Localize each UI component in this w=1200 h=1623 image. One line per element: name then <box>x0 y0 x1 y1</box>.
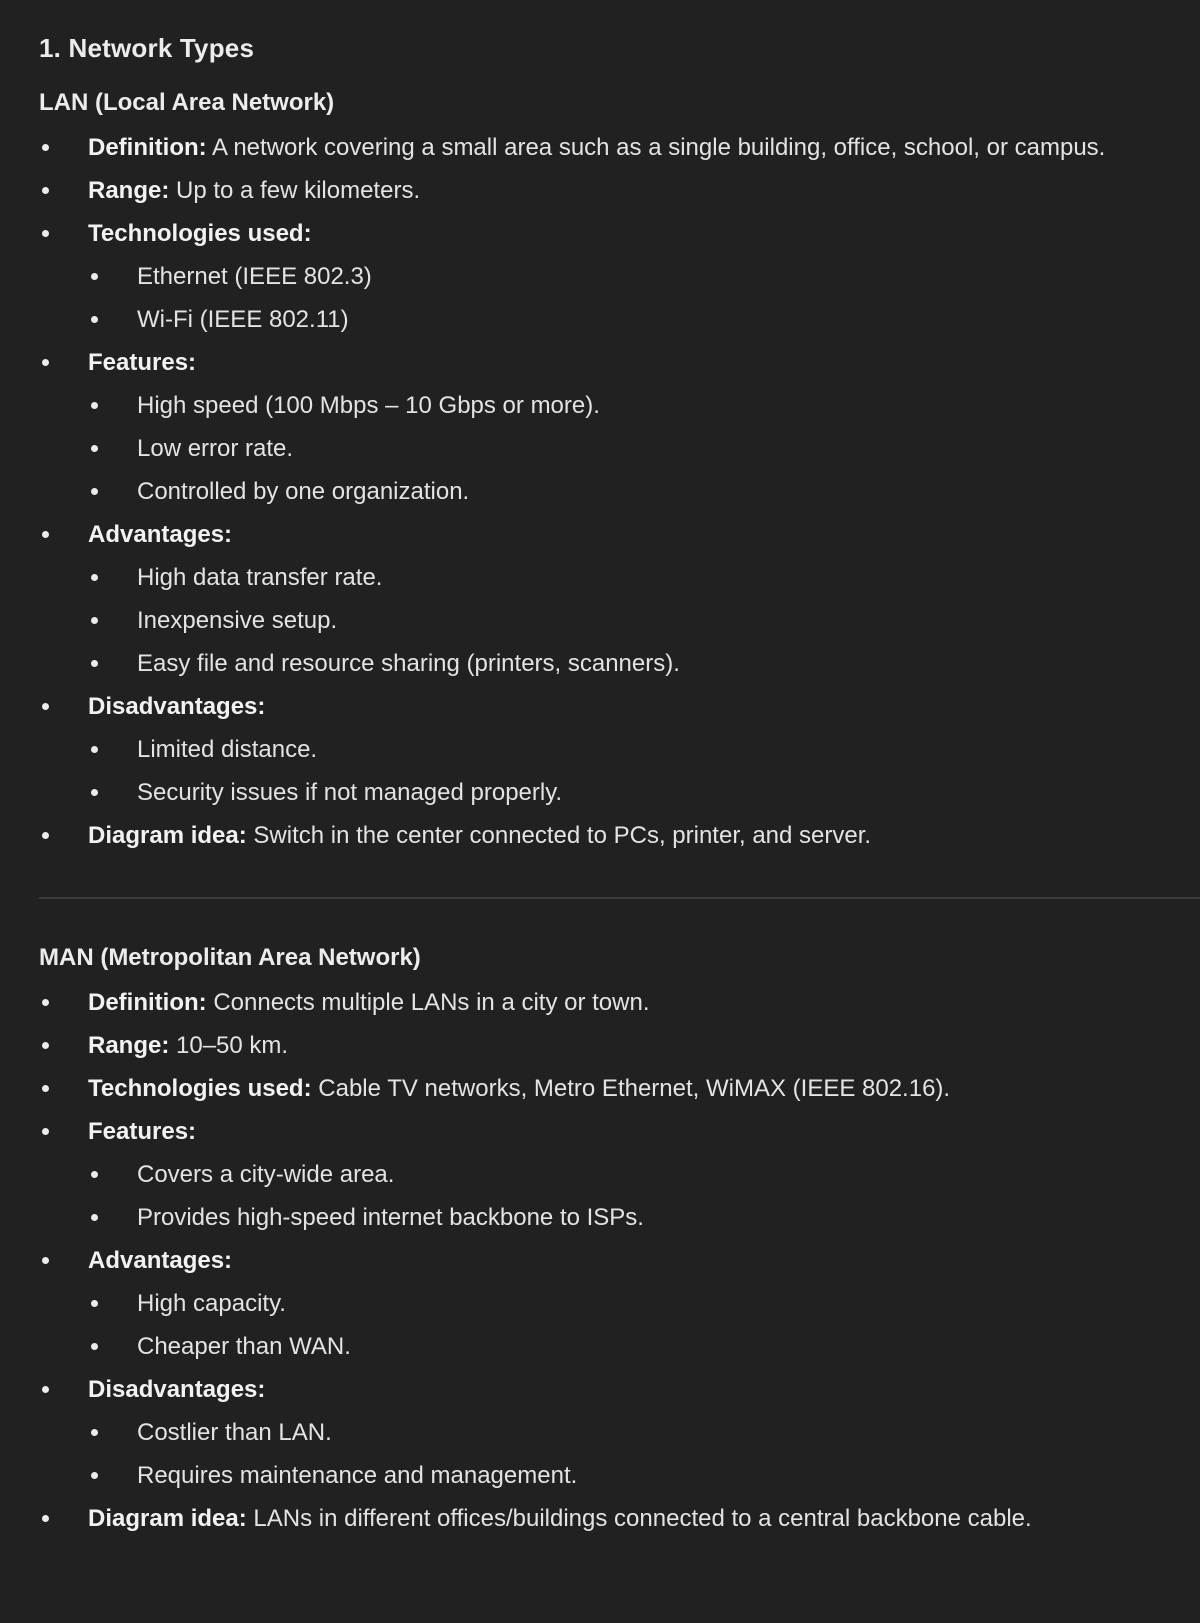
sub-item-text: Wi-Fi (IEEE 802.11) <box>137 306 349 333</box>
list-item <box>39 981 1200 1024</box>
item-text: Connects multiple LANs in a city or town. <box>213 989 650 1016</box>
sub-item-text: Limited distance. <box>137 736 318 763</box>
sub-list-item <box>88 255 1200 298</box>
bullet-icon <box>91 1429 98 1436</box>
bullet-icon <box>91 746 98 753</box>
bullet-icon <box>42 703 49 710</box>
bullet-icon <box>91 488 98 495</box>
sub-bullet-list <box>88 1411 1200 1497</box>
item-text: 10–50 km. <box>176 1032 289 1059</box>
bullet-icon <box>42 832 49 839</box>
bullet-icon <box>42 1515 49 1522</box>
sub-item-text: Requires maintenance and management. <box>137 1462 578 1489</box>
sub-list-item <box>88 1411 1200 1454</box>
item-text: A network covering a small area such as a single building, office, school, or campus. <box>211 134 1106 161</box>
sub-item-text: Costlier than LAN. <box>137 1419 332 1446</box>
item-label: Features: <box>88 1118 197 1145</box>
list-item <box>39 513 1200 685</box>
section-heading: MAN (Metropolitan Area Network) <box>39 944 421 971</box>
section-heading: LAN (Local Area Network) <box>39 89 335 116</box>
item-label: Range: <box>88 177 170 204</box>
item-text: LANs in different offices/buildings connected to a central backbone cable. <box>253 1505 1032 1532</box>
list-item <box>39 1024 1200 1067</box>
sub-list-item <box>88 298 1200 341</box>
sub-item-text: Security issues if not managed properly. <box>137 779 563 806</box>
item-text: Switch in the center connected to PCs, printer, and server. <box>253 822 872 849</box>
section-divider <box>39 897 1200 899</box>
sub-bullet-list <box>88 1282 1200 1368</box>
sub-list-item <box>88 642 1200 685</box>
sub-list-item <box>88 1196 1200 1239</box>
list-item <box>39 212 1200 341</box>
sub-list-item <box>88 1282 1200 1325</box>
list-item <box>39 169 1200 212</box>
bullet-icon <box>91 402 98 409</box>
bullet-icon <box>42 1085 49 1092</box>
list-item <box>39 814 1200 857</box>
sub-item-text: Inexpensive setup. <box>137 607 338 634</box>
bullet-icon <box>42 230 49 237</box>
item-label: Definition: <box>88 134 207 161</box>
item-label: Technologies used: <box>88 220 312 247</box>
bullet-icon <box>91 574 98 581</box>
item-label: Advantages: <box>88 1247 233 1274</box>
sub-list-item <box>88 1454 1200 1497</box>
bullet-list <box>39 981 1200 1540</box>
sub-bullet-list <box>88 384 1200 513</box>
sub-list-item <box>88 771 1200 814</box>
list-item <box>39 341 1200 513</box>
item-label: Disadvantages: <box>88 693 266 720</box>
bullet-icon <box>91 1343 98 1350</box>
sub-item-text: High data transfer rate. <box>137 564 383 591</box>
sub-list-item <box>88 427 1200 470</box>
sub-bullet-list <box>88 556 1200 685</box>
item-label: Technologies used: <box>88 1075 312 1102</box>
list-item <box>39 685 1200 814</box>
item-label: Diagram idea: <box>88 1505 247 1532</box>
sub-item-text: Ethernet (IEEE 802.3) <box>137 263 372 290</box>
bullet-icon <box>91 1472 98 1479</box>
item-label: Advantages: <box>88 521 233 548</box>
sub-list-item <box>88 1153 1200 1196</box>
bullet-icon <box>91 1171 98 1178</box>
sub-item-text: Controlled by one organization. <box>137 478 470 505</box>
list-item <box>39 1239 1200 1368</box>
sub-item-text: Easy file and resource sharing (printers, scanners). <box>137 650 680 677</box>
list-item <box>39 126 1200 169</box>
item-text: Cable TV networks, Metro Ethernet, WiMAX (IEEE 802.16). <box>318 1075 951 1102</box>
sub-list-item <box>88 556 1200 599</box>
list-item <box>39 1067 1200 1110</box>
item-label: Diagram idea: <box>88 822 247 849</box>
sub-item-text: High capacity. <box>137 1290 286 1317</box>
bullet-icon <box>91 789 98 796</box>
bullet-icon <box>42 1128 49 1135</box>
sub-list-item <box>88 384 1200 427</box>
item-label: Range: <box>88 1032 170 1059</box>
list-item <box>39 1110 1200 1239</box>
sub-bullet-list <box>88 1153 1200 1239</box>
bullet-icon <box>42 1386 49 1393</box>
item-label: Features: <box>88 349 197 376</box>
page-title: 1. Network Types <box>39 33 255 63</box>
list-item <box>39 1497 1200 1540</box>
item-text: Up to a few kilometers. <box>176 177 421 204</box>
sub-list-item <box>88 470 1200 513</box>
item-label: Disadvantages: <box>88 1376 266 1403</box>
sub-list-item <box>88 599 1200 642</box>
bullet-icon <box>42 187 49 194</box>
sub-list-item <box>88 1325 1200 1368</box>
sections-container <box>39 82 1200 1540</box>
list-item <box>39 1368 1200 1497</box>
sub-item-text: Cheaper than WAN. <box>137 1333 351 1360</box>
sub-item-text: Covers a city-wide area. <box>137 1161 395 1188</box>
bullet-icon <box>91 1300 98 1307</box>
sub-bullet-list <box>88 255 1200 341</box>
bullet-icon <box>42 144 49 151</box>
sub-list-item <box>88 728 1200 771</box>
bullet-icon <box>42 1042 49 1049</box>
bullet-list <box>39 126 1200 857</box>
sub-item-text: Provides high-speed internet backbone to ISPs. <box>137 1204 644 1231</box>
bullet-icon <box>42 999 49 1006</box>
bullet-icon <box>91 316 98 323</box>
sub-item-text: Low error rate. <box>137 435 294 462</box>
bullet-icon <box>42 359 49 366</box>
bullet-icon <box>42 1257 49 1264</box>
bullet-icon <box>42 531 49 538</box>
item-label: Definition: <box>88 989 207 1016</box>
bullet-icon <box>91 445 98 452</box>
bullet-icon <box>91 660 98 667</box>
bullet-icon <box>91 1214 98 1221</box>
sub-bullet-list <box>88 728 1200 814</box>
bullet-icon <box>91 273 98 280</box>
sub-item-text: High speed (100 Mbps – 10 Gbps or more). <box>137 392 600 419</box>
bullet-icon <box>91 617 98 624</box>
